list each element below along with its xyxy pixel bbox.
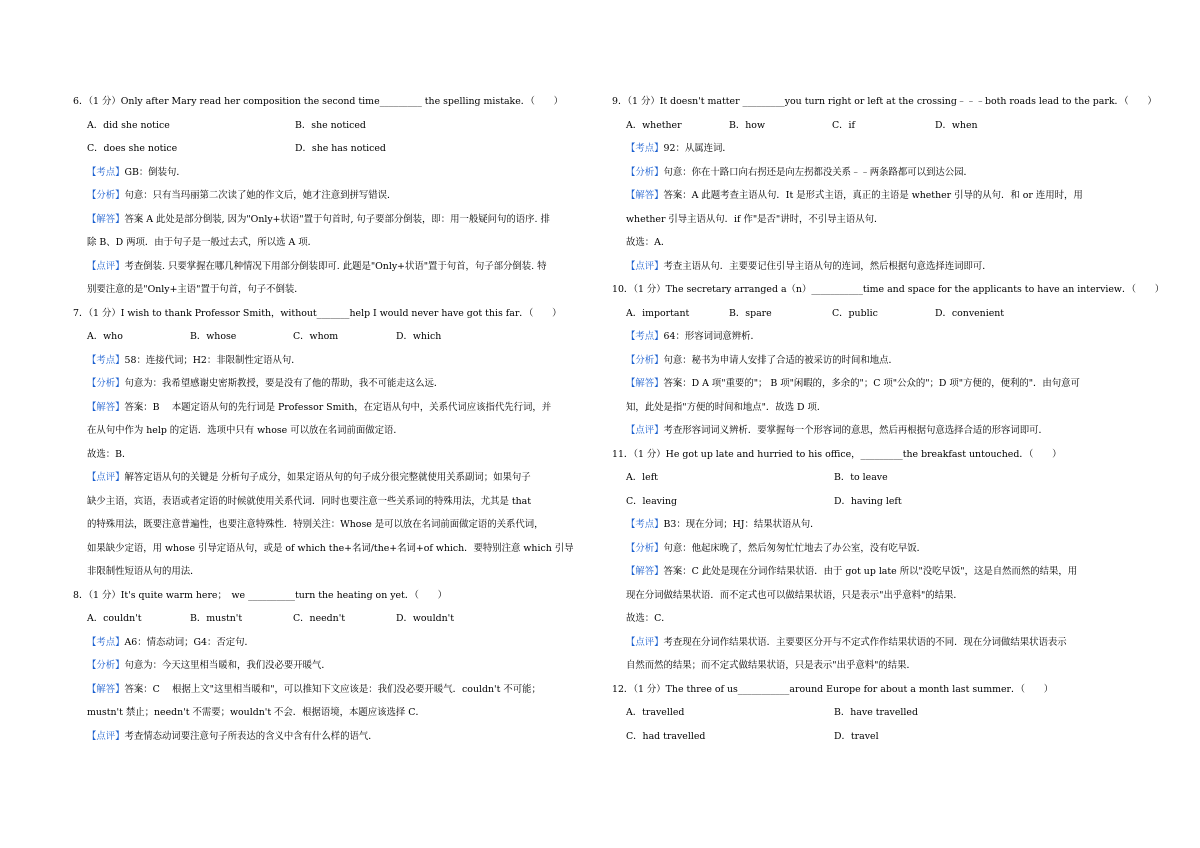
answer-option: D．wouldn't	[396, 613, 454, 624]
answer-option: B．mustn't	[190, 613, 243, 624]
explanation-section	[612, 261, 1132, 285]
section-text: 92：从属连词．	[663, 143, 732, 154]
options-row	[612, 496, 1132, 520]
answer-option: A．left	[626, 472, 658, 483]
explanation-section	[612, 331, 1132, 355]
answer-option: D．convenient	[935, 307, 1005, 319]
explanation-section	[612, 378, 1132, 425]
section-text: 考查形容词词义辨析．要掌握每一个形容词的意思，然后再根据句意选择合适的形容词即可．	[663, 425, 1048, 436]
section-text: 答案：C 此处是现在分词作结果状语．由于 got up late 所以"没吃早饭"，这是自然而然的结果，用	[663, 566, 1078, 577]
explanation-section	[73, 472, 591, 590]
section-text: 考查情态动词要注意句子所表达的含义中含有什么样的语气．	[124, 730, 378, 742]
explanation-line	[626, 566, 1132, 590]
section-tag: 【分析】	[626, 166, 664, 178]
explanation-line	[87, 402, 591, 426]
answer-option: A．important	[626, 307, 690, 319]
options-row	[612, 707, 1132, 731]
answer-option: C．public	[832, 307, 878, 319]
explanation-line	[87, 519, 591, 543]
section-tag: 【点评】	[626, 636, 664, 648]
explanation-section	[612, 637, 1132, 684]
section-text: 在从句中作为 help 的定语．选项中只有 whose 可以放在名词前面做定语．	[87, 425, 403, 436]
section-tag: 【考点】	[626, 519, 664, 530]
section-text: 答案：A 此题考查主语从句．It 是形式主语，真正的主语是 whether 引导的从句．和 or 连用时，用	[663, 190, 1083, 201]
explanation-section	[612, 355, 1132, 379]
question-stem: 7．（1 分）I wish to thank Professor Smith，without_______help I would never have got this far．（ ）	[73, 307, 562, 319]
explanation-section	[73, 167, 591, 191]
section-tag: 【解答】	[87, 213, 125, 225]
explanation-section	[612, 519, 1132, 543]
section-tag: 【分析】	[87, 190, 125, 201]
explanation-line	[87, 355, 591, 379]
section-text: 64：形容词词意辨析．	[663, 331, 760, 342]
section-tag: 【解答】	[626, 190, 664, 201]
answer-option: A．travelled	[626, 707, 685, 718]
section-text: 缺少主语，宾语，表语或者定语的时候就使用关系代词．同时也要注意一些关系词的特殊用法，尤其是 that	[87, 495, 532, 507]
explanation-line	[626, 378, 1132, 402]
section-text: 58：连接代词；H2：非限制性定语从句．	[124, 354, 301, 366]
section-text: 现在分词做结果状语．而不定式也可以做结果状语，只是表示"出乎意料"的结果．	[626, 589, 963, 601]
explanation-section	[73, 684, 591, 731]
explanation-line	[87, 496, 591, 520]
explanation-line	[626, 167, 1132, 191]
section-tag: 【分析】	[87, 378, 125, 389]
section-tag: 【解答】	[87, 683, 125, 695]
options-row	[73, 331, 591, 355]
explanation-section	[73, 355, 591, 379]
question-block	[73, 590, 591, 755]
answer-option: D．when	[935, 119, 978, 131]
question-block	[612, 684, 1132, 755]
explanation-line	[87, 684, 591, 708]
explanation-line	[626, 190, 1132, 214]
explanation-section	[612, 143, 1132, 167]
explanation-line	[87, 214, 591, 238]
section-text: 解答定语从句的关键是 分析句子成分，如果定语从句的句子成分很完整就使用关系副词；如果句子	[124, 472, 531, 483]
section-text: 答案：B 本题定语从句的先行词是 Professor Smith，在定语从句中，关系代词应该指代先行词，并	[124, 401, 552, 413]
section-text: 自然而然的结果；而不定式做结果状语，只是表示"出乎意料"的结果．	[626, 660, 916, 671]
explanation-section	[612, 566, 1132, 637]
section-text: 故选：C．	[626, 613, 671, 624]
explanation-line	[87, 237, 591, 261]
section-tag: 【考点】	[626, 143, 664, 154]
explanation-line	[626, 637, 1132, 661]
section-tag: 【解答】	[626, 566, 664, 577]
section-text: 的特殊用法，既要注意普遍性，也要注意特殊性．特别关注：Whose 是可以放在名词前面做定语的关系代词，	[87, 519, 544, 530]
answer-option: A．couldn't	[87, 613, 142, 624]
section-text: 句意为：今天这里相当暖和，我们没必要开暖气．	[124, 660, 331, 671]
explanation-line	[87, 543, 591, 567]
explanation-line	[87, 472, 591, 496]
answer-option: B．whose	[190, 331, 237, 342]
section-tag: 【考点】	[626, 331, 664, 342]
section-text: 考查倒装. 只要掌握在哪几种情况下用部分倒装即可. 此题是"Only+状语"置于句首，句子部分倒装. 特	[124, 260, 547, 272]
explanation-line	[87, 449, 591, 473]
answer-option: D．she has noticed	[295, 143, 386, 154]
section-tag: 【考点】	[87, 166, 125, 178]
explanation-line	[87, 707, 591, 731]
section-text: 非限制性短语从句的用法．	[87, 566, 200, 577]
explanation-line	[626, 543, 1132, 567]
options-row	[612, 472, 1132, 496]
question-block	[612, 449, 1132, 684]
answer-option: C．leaving	[626, 495, 678, 507]
section-text: whether 引导主语从句．if 作"是否"讲时，不引导主语从句．	[626, 213, 884, 225]
question-stem: 11．（1 分）He got up late and hurried to his office，_________the breakfast untouched．（ ）	[612, 448, 1062, 460]
question-stem: 12．（1 分）The three of us___________around Europe for about a month last summer．（ ）	[612, 683, 1054, 695]
section-tag: 【点评】	[626, 260, 664, 272]
section-text: 句意：只有当玛丽第二次读了她的作文后，她才注意到拼写错误．	[124, 190, 397, 201]
answer-option: C．if	[832, 119, 856, 131]
answer-option: B．to leave	[834, 472, 888, 483]
question-block	[612, 96, 1157, 284]
section-text: 如果缺少定语，用 whose 引导定语从句，或是 of which the+名词/the+名词+of which．要特别注意 which 引导	[87, 542, 574, 554]
right-column	[612, 96, 1165, 754]
question-block	[73, 96, 591, 308]
answer-option: A．whether	[626, 119, 682, 131]
explanation-line	[87, 425, 591, 449]
explanation-line	[626, 519, 1132, 543]
answer-option: D．having left	[834, 495, 902, 507]
section-text: 答案：C 根据上文"这里相当暖和"，可以推知下文应该是：我们没必要开暖气．couldn't 不可能；	[124, 683, 541, 695]
explanation-line	[87, 566, 591, 590]
explanation-section	[73, 660, 591, 684]
section-tag: 【考点】	[87, 354, 125, 366]
question-stem: 10．（1 分）The secretary arranged a（n）___________time and space for the applicants to have an interview．（ ）	[612, 284, 1165, 295]
answer-option: D．which	[396, 331, 442, 342]
question-stem: 6．（1 分）Only after Mary read her composition the second time_________ the spelling mistake．（ ）	[73, 96, 563, 107]
explanation-section	[612, 167, 1132, 191]
section-tag: 【分析】	[87, 660, 125, 671]
section-text: 考查主语从句．主要要记住引导主语从句的连词，然后根据句意选择连词即可．	[663, 260, 992, 272]
question-block	[73, 308, 591, 590]
explanation-line	[626, 613, 1132, 637]
explanation-section	[73, 261, 591, 308]
explanation-line	[626, 402, 1132, 426]
section-text: 故选：A．	[626, 237, 671, 248]
explanation-line	[87, 284, 591, 308]
question-stem: 8．（1 分）It's quite warm here； we __________turn the heating on yet．（ ）	[73, 589, 448, 601]
section-tag: 【点评】	[87, 730, 125, 742]
explanation-line	[626, 590, 1132, 614]
explanation-line	[626, 237, 1132, 261]
explanation-section	[73, 731, 591, 755]
section-text: mustn't 禁止；needn't 不需要；wouldn't 不会．根据语境，本题应该选择 C．	[87, 707, 425, 718]
section-tag: 【点评】	[87, 260, 125, 272]
explanation-section	[73, 402, 591, 473]
question-block	[612, 284, 1165, 449]
section-text: 除 B、D 两项．由于句子是一般过去式，所以选 A 项．	[87, 237, 317, 248]
section-text: 句意为：我希望感谢史密斯教授，要是没有了他的帮助，我不可能走这么远．	[124, 378, 444, 389]
answer-option: C．does she notice	[87, 143, 178, 154]
section-text: 句意：秘书为申请人安排了合适的被采访的时间和地点．	[663, 354, 898, 366]
question-stem: 9．（1 分）It doesn't matter _________you turn right or left at the crossing﹣﹣﹣both roads lead to the park．（ ）	[612, 96, 1157, 107]
options-row	[73, 120, 591, 144]
explanation-section	[73, 214, 591, 261]
explanation-line	[87, 261, 591, 285]
section-tag: 【点评】	[87, 472, 125, 483]
explanation-line	[626, 355, 1132, 379]
explanation-line	[626, 660, 1132, 684]
section-tag: 【分析】	[626, 542, 664, 554]
options-row	[73, 613, 591, 637]
options-row	[612, 308, 1132, 332]
answer-option: C．needn't	[293, 613, 346, 624]
section-text: GB：倒装句．	[124, 166, 186, 178]
section-text: 故选：B．	[87, 448, 132, 460]
explanation-line	[87, 190, 591, 214]
section-text: 知，此处是指"方便的时间和地点"．故选 D 项．	[626, 401, 827, 413]
options-row	[73, 143, 591, 167]
explanation-line	[87, 167, 591, 191]
left-column	[73, 96, 591, 754]
explanation-line	[626, 331, 1132, 355]
section-text: 答案 A 此处是部分倒装, 因为"Only+状语"置于句首时, 句子要部分倒装，即：用一般疑问句的语序. 排	[124, 213, 550, 225]
answer-option: B．how	[729, 119, 765, 131]
answer-option: A．did she notice	[87, 119, 170, 131]
explanation-line	[87, 378, 591, 402]
explanation-line	[87, 637, 591, 661]
answer-option: B．have travelled	[834, 707, 918, 718]
section-text: B3：现在分词；HJ：结果状语从句．	[663, 519, 820, 530]
section-text: A6：情态动词；G4：否定句．	[124, 636, 254, 648]
section-text: 答案：D A 项"重要的"； B 项"闲暇的，多余的"；C 项"公众的"；D 项"方便的，便利的"．由句意可	[663, 378, 1080, 389]
explanation-section	[73, 378, 591, 402]
answer-option: A．who	[87, 331, 123, 342]
section-text: 句意：你在十路口向右拐还是向左拐都没关系﹣﹣两条路都可以到达公园．	[663, 166, 973, 178]
answer-option: C．had travelled	[626, 730, 706, 742]
section-tag: 【解答】	[626, 378, 664, 389]
explanation-section	[73, 190, 591, 214]
explanation-line	[626, 143, 1132, 167]
explanation-line	[626, 214, 1132, 238]
options-row	[612, 120, 1132, 144]
options-row	[612, 731, 1132, 755]
explanation-line	[626, 261, 1132, 285]
answer-option: D．travel	[834, 730, 879, 742]
section-tag: 【点评】	[626, 425, 664, 436]
explanation-section	[612, 543, 1132, 567]
section-tag: 【考点】	[87, 636, 125, 648]
section-text: 考查现在分词作结果状语．主要要区分开与不定式作作结果状语的不同．现在分词做结果状语表示	[663, 636, 1067, 648]
explanation-line	[87, 731, 591, 755]
answer-option: B．spare	[729, 307, 772, 319]
answer-option: C．whom	[293, 331, 339, 342]
explanation-line	[626, 425, 1132, 449]
section-tag: 【分析】	[626, 354, 664, 366]
explanation-section	[612, 425, 1132, 449]
section-tag: 【解答】	[87, 401, 125, 413]
explanation-section	[612, 190, 1132, 261]
section-text: 句意：他起床晚了，然后匆匆忙忙地去了办公室，没有吃早饭．	[663, 542, 927, 554]
explanation-line	[87, 660, 591, 684]
answer-option: B．she noticed	[295, 119, 366, 131]
section-text: 别要注意的是"Only+主语"置于句首，句子不倒装．	[87, 284, 304, 295]
explanation-section	[73, 637, 591, 661]
